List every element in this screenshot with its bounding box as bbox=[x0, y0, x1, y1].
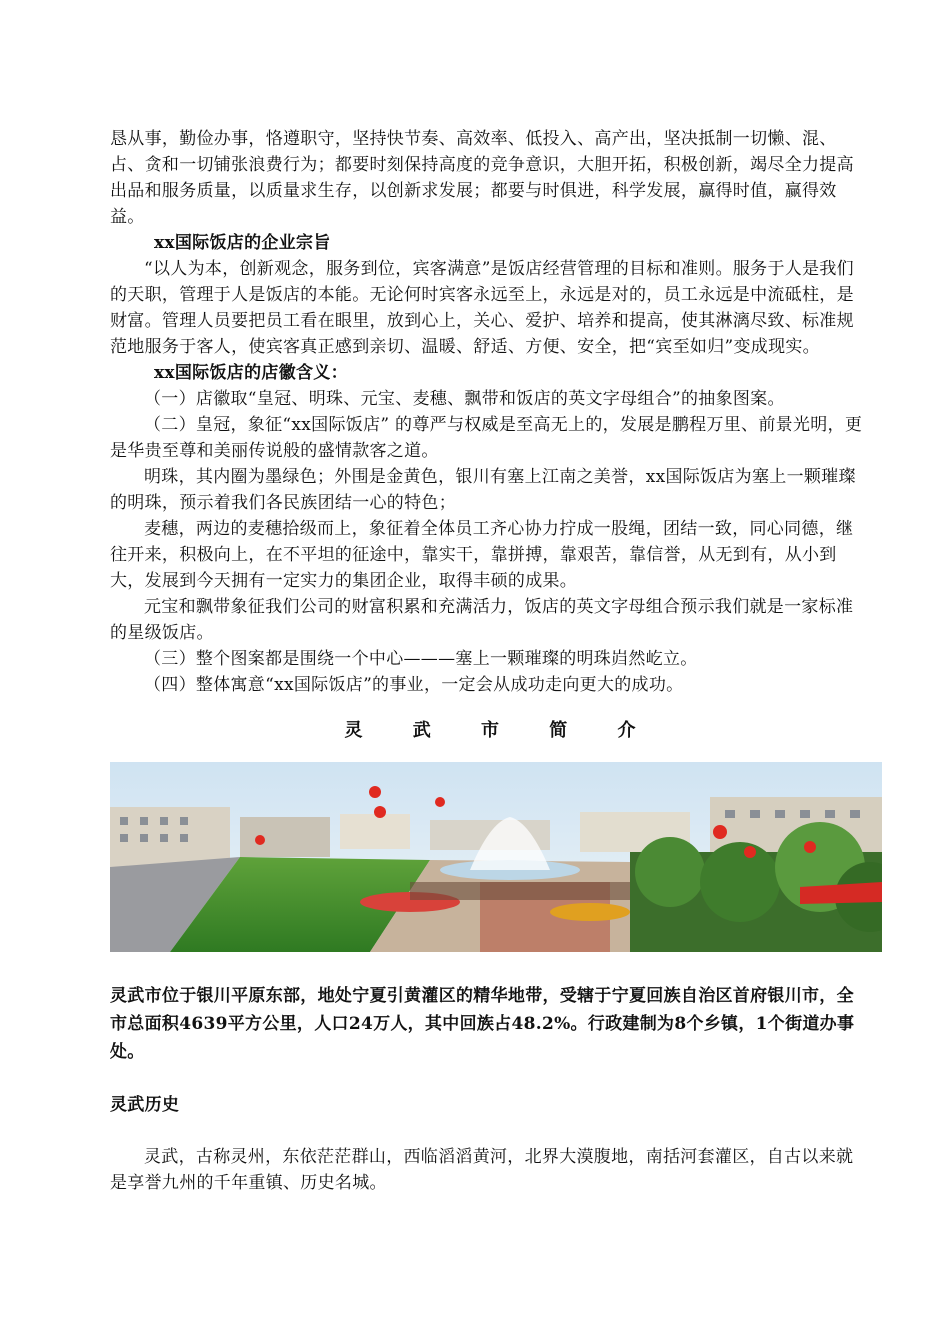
paragraph-diligence: 恳从事，勤俭办事，恪遵职守，坚持快节奏、高效率、低投入、高产出，坚决抵制一切懒、混、占、贪和一切铺张浪费行为；都要时刻保持高度的竞争意识，大胆开拓，积极创新，竭尽全力提高出品和服务质量，以质量求生存，以创新求发展；都要与时俱进，科学发展，赢得时值，赢得效益。 bbox=[110, 129, 854, 227]
paragraph-ingot-ribbon: 元宝和飘带象征我们公司的财富积累和充满活力，饭店的英文字母组合预示我们就是一家标准的星级饭店。 bbox=[110, 597, 854, 643]
document-body bbox=[110, 126, 870, 1196]
paragraph-logo-1: （一）店徽取“皇冠、明珠、元宝、麦穗、飘带和饭店的英文字母组合”的抽象图案。 bbox=[144, 389, 785, 409]
heading-history: 灵武历史 bbox=[110, 1095, 180, 1115]
heading-logo-meaning: xx国际饭店的店徽含义： bbox=[154, 363, 348, 383]
section-title: 灵 武 市 简 介 bbox=[344, 720, 658, 741]
paragraph-logo-4: （四）整体寓意“xx国际饭店”的事业，一定会从成功走向更大的成功。 bbox=[144, 675, 684, 695]
heading-enterprise-mission: xx国际饭店的企业宗旨 bbox=[154, 233, 331, 253]
paragraph-history: 灵武，古称灵州，东依茫茫群山，西临滔滔黄河，北界大漠腹地，南括河套灌区，自古以来就是享誉九州的千年重镇、历史名城。 bbox=[110, 1147, 854, 1193]
paragraph-logo-2: （二）皇冠，象征“xx国际饭店” 的尊严与权威是至高无上的，发展是鹏程万里、前景光明，更是华贵至尊和美丽传说般的盛情款客之道。 bbox=[110, 415, 863, 461]
paragraph-pearl: 明珠，其内圈为墨绿色；外围是金黄色，银川有塞上江南之美誉，xx国际饭店为塞上一颗璀璨的明珠，预示着我们各民族团结一心的特色； bbox=[110, 467, 856, 513]
paragraph-logo-3: （三）整个图案都是围绕一个中心———塞上一颗璀璨的明珠岿然屹立。 bbox=[144, 649, 698, 669]
city-square-photo bbox=[110, 762, 882, 952]
paragraph-mission: “以人为本，创新观念，服务到位，宾客满意”是饭店经营管理的目标和准则。服务于人是我们的天职，管理于人是饭店的本能。无论何时宾客永远至上，永远是对的，员工永远是中流砥柱，是财富。管理人员要把员工看在眼里，放到心上，关心、爱护、培养和提高，使其淋漓尽致、标准规范地服务于客人，使宾客真正感到亲切、温暖、舒适、方便、安全，把“宾至如归”变成现实。 bbox=[110, 259, 854, 357]
intro-paragraph: 灵武市位于银川平原东部，地处宁夏引黄灌区的精华地带，受辖于宁夏回族自治区首府银川市，全市总面积4639平方公里，人口24万人，其中回族占48.2%。行政建制为8个乡镇，1个街道办事处。 bbox=[110, 986, 855, 1062]
paragraph-wheat: 麦穗，两边的麦穗拾级而上，象征着全体员工齐心协力拧成一股绳，团结一致，同心同德，继往开来，积极向上，在不平坦的征途中，靠实干，靠拼搏，靠艰苦，靠信誉，从无到有，从小到大，发展到今天拥有一定实力的集团企业，取得丰硕的成果。 bbox=[110, 519, 854, 591]
